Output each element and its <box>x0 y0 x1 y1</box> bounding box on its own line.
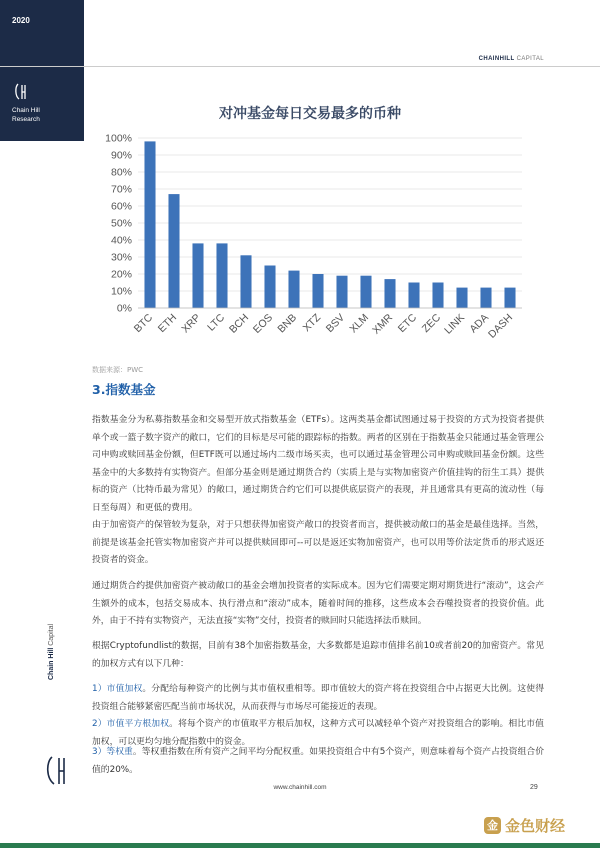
y-tick-label: 70% <box>110 183 132 196</box>
bar <box>168 194 179 308</box>
paragraph: 由于加密资产的保管较为复杂，对于只想获得加密资产敞口的投资者而言，提供被动敞口的基金是最佳选择。当然，前提是该基金托管实物加密资产并可以提供赎回即可--可以是返还实物加密资产，也可以用等价法定货币的形式返还投资者的资金。 <box>92 520 544 565</box>
y-tick-label: 60% <box>110 200 132 213</box>
y-tick-label: 80% <box>110 166 132 179</box>
bar-chart <box>90 126 530 356</box>
bar <box>288 271 299 308</box>
x-tick-label: ZEC <box>419 311 444 335</box>
x-tick-label: LTC <box>205 311 228 334</box>
bar <box>384 279 395 308</box>
y-tick-label: 100% <box>105 132 132 145</box>
list-item-label: 2）市值平方根加权 <box>92 719 170 729</box>
x-tick-label: XRP <box>179 311 204 336</box>
chainhill-logo-icon <box>12 82 32 102</box>
y-tick-label: 10% <box>110 285 132 298</box>
y-tick-label: 50% <box>110 217 132 230</box>
x-tick-label: BCH <box>226 311 252 336</box>
paragraph: 通过期货合约提供加密资产被动敞口的基金会增加投资者的实际成本。因为它们需要定期对期货进行“滚动”，这会产生额外的成本，包括交易成本、执行滑点和“滚动”成本，随着时间的推移，这些成本会吞噬投资者的投资价值。此外，由于不持有实物资产，无法直接“实物”交付，投资者的赎回时只能选择法币赎回。 <box>92 581 544 626</box>
x-tick-label: XMR <box>370 311 396 337</box>
watermark-logo-icon: 金 <box>484 817 501 834</box>
bar <box>240 255 251 308</box>
list-item-label: 3）等权重 <box>92 747 133 757</box>
brand-name: Chain Hill Research <box>12 107 40 123</box>
y-tick-label: 40% <box>110 234 132 247</box>
watermark-text: 金色财经 <box>505 817 566 835</box>
bar <box>312 274 323 308</box>
list-item-text: 。分配给每种资产的比例与其市值权重相等。即市值较大的资产将在投资组合中占据更大比例。这使得投资组合能够紧密匹配当前市场状况，从而获得与市场尽可能接近的表现。 <box>92 684 544 712</box>
x-tick-label: EOS <box>250 311 276 336</box>
bar <box>480 288 491 308</box>
bar <box>144 141 155 308</box>
x-tick-label: BTC <box>131 311 156 335</box>
footer-url: www.chainhill.com <box>273 784 327 791</box>
y-tick-label: 30% <box>110 251 132 264</box>
x-tick-label: DASH <box>485 311 516 341</box>
x-tick-label: LINK <box>442 311 468 337</box>
y-tick-label: 90% <box>110 149 132 162</box>
paragraph: 根据Cryptofundlist的数据，目前有38个加密指数基金，大多数都是追踪市值排名前10或者前20的加密资产。常见的加权方式有以下几种： <box>92 641 544 669</box>
bar <box>456 288 467 308</box>
section-title: 3.指数基金 <box>92 382 156 397</box>
list-item-text: 。等权重指数在所有资产之间平均分配权重。如果投资组合中有5个资产，则意味着每个资产占投资组合价值的20%。 <box>92 747 544 775</box>
bottom-strip <box>0 843 600 848</box>
x-tick-label: XTZ <box>300 311 324 335</box>
list-item <box>92 744 544 779</box>
list-item-label: 1）市值加权 <box>92 684 143 694</box>
x-tick-label: ADA <box>467 311 492 336</box>
y-tick-label: 0% <box>116 302 132 315</box>
x-tick-label: ETC <box>395 311 420 335</box>
sidebar-brand-block <box>0 0 84 141</box>
bar <box>216 243 227 308</box>
chainhill-footer-logo-icon <box>42 754 74 788</box>
vertical-brand-label: Chain Hill Capital <box>48 623 55 680</box>
list-item <box>92 681 544 716</box>
chart-title: 对冲基金每日交易最多的币种 <box>219 106 401 122</box>
list-item-text: 。将每个资产的市值取平方根后加权，这种方式可以减轻单个资产对投资组合的影响。相比市值加权，可以更均匀地分配指数中的资金。 <box>92 719 544 747</box>
bar <box>408 283 419 309</box>
bar <box>504 288 515 308</box>
x-tick-label: BSV <box>323 311 348 335</box>
year-label: 2020 <box>12 16 30 25</box>
watermark <box>484 815 565 836</box>
data-source: 数据来源：PWC <box>92 366 144 374</box>
paragraph: 指数基金分为私募指数基金和交易型开放式指数基金（ETFs）。这两类基金都试图通过易于投资的方式为投资者提供单个或一篮子数字资产的敞口，它们的目标是尽可能的跟踪标的指数。两者的区别在于指数基金只能通过基金管理公司申购或赎回基金份额，但ETF既可以通过场内二级市场买卖，也可以通过基金管理公司申购或赎回基金份额。这些基金中的大多数持有实物资产。但部分基金则是通过期货合约（实质上是与实物加密资产价值挂钩的衍生工具）提供标的资产（比特币最为常见）的敞口，通过期货合约它们可以提供底层资产的表现，并且通常具有更高的流动性（每日至每周）和更低的费用。 <box>92 415 544 513</box>
bar <box>360 276 371 308</box>
bar <box>432 283 443 309</box>
x-tick-label: XLM <box>347 311 372 336</box>
y-tick-label: 20% <box>110 268 132 281</box>
header-divider <box>0 66 600 67</box>
bar <box>336 276 347 308</box>
bar <box>264 266 275 309</box>
page-number: 29 <box>530 784 538 791</box>
x-tick-label: BNB <box>275 311 300 336</box>
header-brand: CHAINHILL CAPITAL <box>478 56 544 62</box>
bar <box>192 243 203 308</box>
x-tick-label: ETH <box>155 311 180 335</box>
